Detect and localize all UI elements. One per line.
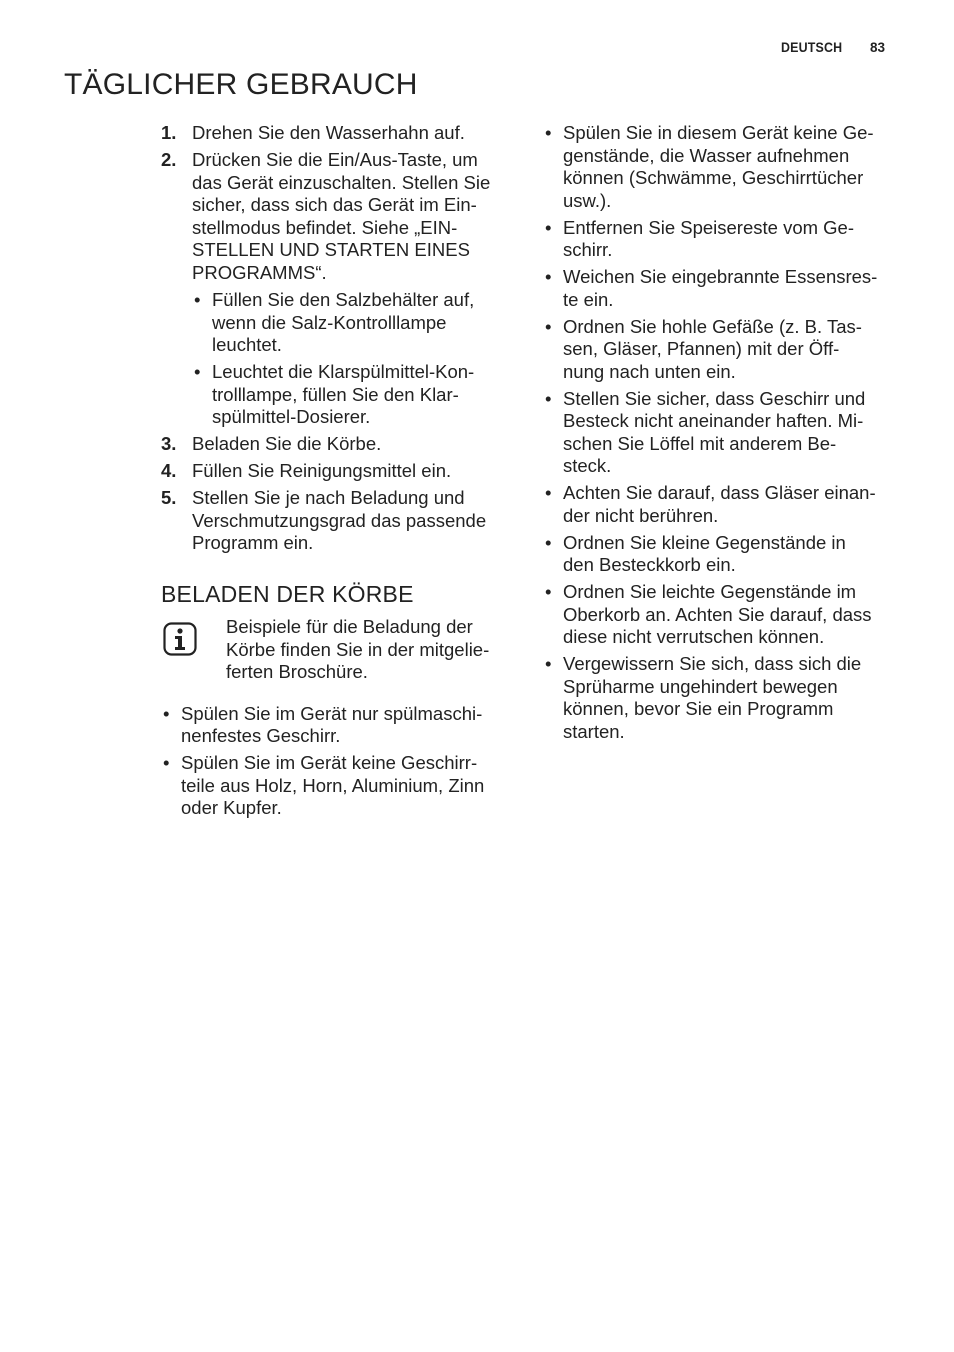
step-text-line: das Gerät einzuschalten. Stellen Sie xyxy=(192,171,491,193)
bullet-dot: • xyxy=(545,122,552,143)
page-number: 83 xyxy=(870,40,886,55)
bullet-dot: • xyxy=(163,752,170,773)
step-item xyxy=(161,487,521,555)
bullet-line: diese nicht verrutschen können. xyxy=(563,626,825,647)
bullet-line: den Besteckkorb ein. xyxy=(563,554,736,575)
bullet-line: oder Kupfer. xyxy=(181,797,282,818)
bullet-dot: • xyxy=(545,315,552,337)
step-number: 5. xyxy=(161,487,177,508)
step-text-line: Verschmutzungsgrad das passende xyxy=(192,509,487,531)
bullet-line: Stellen Sie sicher, dass Geschirr und xyxy=(563,387,866,409)
bullet-line: schirr. xyxy=(563,239,613,260)
step-item xyxy=(161,122,521,145)
list-item xyxy=(543,581,903,649)
sub-bullet-line: Füllen Sie den Salzbehälter auf, xyxy=(212,289,475,310)
step-text-line: PROGRAMMS“. xyxy=(192,261,327,283)
list-item xyxy=(543,653,903,743)
sub-bullet-item xyxy=(192,289,521,357)
bullet-line: starten. xyxy=(563,720,625,742)
page-title: TÄGLICHER GEBRAUCH xyxy=(64,68,418,101)
bullet-line: te ein. xyxy=(563,288,614,310)
step-text-line: sicher, dass sich das Gerät im Ein- xyxy=(192,194,477,215)
bullet-dot: • xyxy=(163,702,170,724)
bullet-line: Spülen Sie im Gerät keine Geschirr- xyxy=(181,752,478,773)
sub-bullet-item xyxy=(192,361,521,429)
header-language: DEUTSCH xyxy=(781,40,843,55)
bullet-line: nenfestes Geschirr. xyxy=(181,725,341,746)
bullet-dot: • xyxy=(545,482,552,503)
bullet-line: steck. xyxy=(563,455,612,476)
bullet-line: Spülen Sie in diesem Gerät keine Ge- xyxy=(563,122,874,143)
bullet-dot: • xyxy=(545,531,552,553)
right-column xyxy=(543,122,903,748)
step-sublist xyxy=(192,289,521,429)
bullet-line: der nicht berühren. xyxy=(563,504,719,526)
list-item xyxy=(161,752,521,820)
step-text-line: Drehen Sie den Wasserhahn auf. xyxy=(192,122,465,143)
bullet-line: Besteck nicht aneinander haften. Mi- xyxy=(563,410,864,431)
step-number: 2. xyxy=(161,149,177,170)
sub-bullet-line: wenn die Salz-Kontrolllampe xyxy=(212,311,447,333)
list-item xyxy=(161,703,521,748)
steps-list xyxy=(161,122,521,555)
step-text-line: Füllen Sie Reinigungsmittel ein. xyxy=(192,460,452,481)
step-text-line: stellmodus befindet. Siehe „EIN- xyxy=(192,216,458,238)
step-item xyxy=(161,149,521,429)
bullet-line: Ordnen Sie kleine Gegenstände in xyxy=(563,531,846,553)
bullet-line: schen Sie Löffel mit anderem Be- xyxy=(563,432,837,454)
bullet-dot: • xyxy=(545,266,552,287)
bullet-line: Vergewissern Sie sich, dass sich die xyxy=(563,653,862,674)
list-item xyxy=(543,266,903,311)
sub-bullet-line: trolllampe, füllen Sie den Klar- xyxy=(212,383,459,405)
step-number: 1. xyxy=(161,122,177,143)
list-item xyxy=(543,388,903,478)
info-text-line: Körbe finden Sie in der mitgelie- xyxy=(226,638,490,660)
bullet-line: nung nach unten ein. xyxy=(563,360,736,382)
bullet-dot: • xyxy=(545,653,552,674)
bullet-dot: • xyxy=(545,581,552,602)
bullet-dot: • xyxy=(194,289,201,310)
info-text-line: ferten Broschüre. xyxy=(226,661,368,682)
step-text-line: Drücken Sie die Ein/Aus-Taste, um xyxy=(192,149,478,170)
list-item xyxy=(543,532,903,577)
sub-bullet-line: leuchtet. xyxy=(212,334,282,355)
info-box xyxy=(161,616,521,684)
step-text-line: Beladen Sie die Körbe. xyxy=(192,433,382,454)
list-item xyxy=(543,122,903,212)
step-number: 3. xyxy=(161,433,177,454)
sub-bullet-line: Leuchtet die Klarspülmittel-Kon- xyxy=(212,361,475,382)
step-text-line: Stellen Sie je nach Beladung und xyxy=(192,487,465,508)
bullet-line: Oberkorb an. Achten Sie darauf, dass xyxy=(563,603,872,625)
list-item xyxy=(543,482,903,527)
step-item xyxy=(161,460,521,483)
left-column xyxy=(161,122,521,824)
list-item xyxy=(543,316,903,384)
bullet-line: usw.). xyxy=(563,189,612,211)
info-text-line: Beispiele für die Beladung der xyxy=(226,616,473,637)
bullet-line: Entfernen Sie Speisereste vom Ge- xyxy=(563,216,855,238)
bullet-line: können (Schwämme, Geschirrtücher xyxy=(563,167,864,188)
info-icon xyxy=(163,622,197,656)
bullet-dot: • xyxy=(194,361,201,382)
right-bullet-list xyxy=(543,122,903,743)
bullet-line: Weichen Sie eingebrannte Essensres- xyxy=(563,266,878,287)
bullet-dot: • xyxy=(545,387,552,409)
list-item xyxy=(543,217,903,262)
step-text-line: Programm ein. xyxy=(192,532,314,553)
step-text-line: STELLEN UND STARTEN EINES xyxy=(192,239,470,260)
bullet-line: Achten Sie darauf, dass Gläser einan- xyxy=(563,482,876,503)
step-item xyxy=(161,433,521,456)
section-title: BELADEN DER KÖRBE xyxy=(161,580,414,607)
bullet-line: Spülen Sie im Gerät nur spülmaschi- xyxy=(181,702,483,724)
bullet-line: Sprüharme ungehindert bewegen xyxy=(563,675,838,697)
bullet-line: teile aus Holz, Horn, Aluminium, Zinn xyxy=(181,774,485,796)
step-number: 4. xyxy=(161,460,177,481)
sub-bullet-line: spülmittel-Dosierer. xyxy=(212,406,371,427)
bullet-line: Ordnen Sie hohle Gefäße (z. B. Tas- xyxy=(563,315,862,337)
bullet-dot: • xyxy=(545,216,552,238)
bullet-line: sen, Gläser, Pfannen) mit der Öff- xyxy=(563,338,840,359)
bullet-line: genstände, die Wasser aufnehmen xyxy=(563,144,850,166)
section-bullet-list xyxy=(161,703,521,820)
bullet-line: können, bevor Sie ein Programm xyxy=(563,698,834,719)
bullet-line: Ordnen Sie leichte Gegenstände im xyxy=(563,581,857,602)
